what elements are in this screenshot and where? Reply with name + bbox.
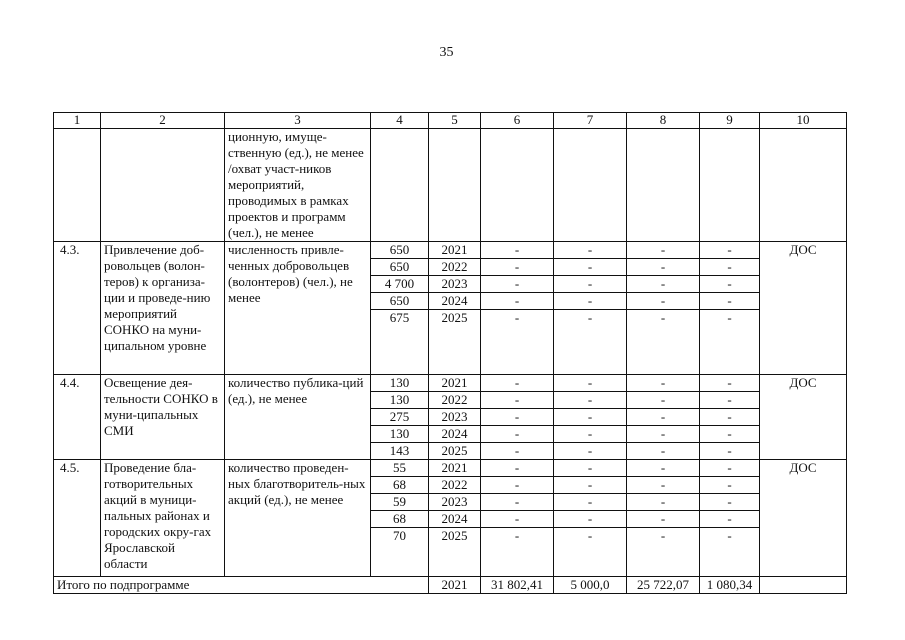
- funding-cell: -: [481, 276, 554, 293]
- funding-cell: -: [700, 375, 760, 392]
- funding-cell: -: [700, 242, 760, 259]
- target-value-cell: 130: [371, 426, 429, 443]
- column-number: 1: [54, 113, 101, 129]
- funding-cell: -: [700, 511, 760, 528]
- target-value-cell: 68: [371, 477, 429, 494]
- year-cell: 2021: [429, 242, 481, 259]
- target-value-cell: 650: [371, 259, 429, 276]
- executor-cell: ДОС: [760, 242, 847, 375]
- funding-cell: -: [554, 426, 627, 443]
- target-value-cell: 130: [371, 375, 429, 392]
- funding-cell: -: [627, 460, 700, 477]
- column-number: 9: [700, 113, 760, 129]
- funding-cell: -: [554, 477, 627, 494]
- executor-cell: ДОС: [760, 460, 847, 577]
- funding-cell: -: [554, 259, 627, 276]
- target-value-cell: 275: [371, 409, 429, 426]
- column-number: 3: [225, 113, 371, 129]
- funding-cell: -: [627, 426, 700, 443]
- event-name-cell: Освещение дея-тельности СОНКО в муни-ципальных СМИ: [101, 375, 225, 460]
- target-value-cell: 68: [371, 511, 429, 528]
- funding-cell: -: [554, 293, 627, 310]
- funding-cell: -: [554, 494, 627, 511]
- target-value-cell: 650: [371, 242, 429, 259]
- funding-cell: -: [700, 494, 760, 511]
- indicator-cell: ционную, имуще-ственную (ед.), не менее /охват участ-ников мероприятий, проводимых в рамках проектов и программ (чел.), не менее: [225, 129, 371, 242]
- funding-cell: -: [627, 242, 700, 259]
- continuation-row: [54, 129, 847, 242]
- funding-cell: -: [481, 409, 554, 426]
- total-row: [54, 577, 847, 594]
- target-value-cell: 70: [371, 528, 429, 577]
- funding-cell: -: [554, 276, 627, 293]
- total-value: 1 080,34: [700, 577, 760, 594]
- year-cell: 2024: [429, 426, 481, 443]
- funding-cell: -: [700, 310, 760, 375]
- indicator-cell: численность привле-ченных добровольцев (волонтеров) (чел.), не менее: [225, 242, 371, 375]
- row-number-cell: 4.3.: [54, 242, 101, 375]
- funding-cell: -: [481, 259, 554, 276]
- funding-cell: -: [627, 443, 700, 460]
- funding-cell: -: [481, 293, 554, 310]
- funding-cell: -: [554, 528, 627, 577]
- year-cell: 2022: [429, 259, 481, 276]
- funding-cell: -: [554, 443, 627, 460]
- target-value-cell: 675: [371, 310, 429, 375]
- funding-cell: -: [554, 242, 627, 259]
- year-cell: 2023: [429, 276, 481, 293]
- funding-cell: -: [700, 477, 760, 494]
- year-cell: 2025: [429, 310, 481, 375]
- year-cell: 2021: [429, 460, 481, 477]
- funding-cell: -: [481, 528, 554, 577]
- column-number: 8: [627, 113, 700, 129]
- funding-cell: -: [554, 392, 627, 409]
- funding-cell: -: [554, 460, 627, 477]
- funding-cell: -: [554, 511, 627, 528]
- year-cell: 2021: [429, 375, 481, 392]
- total-label: Итого по подпрограмме: [54, 577, 429, 594]
- funding-cell: -: [481, 310, 554, 375]
- table-row: [54, 242, 847, 259]
- row-number-cell: 4.4.: [54, 375, 101, 460]
- funding-cell: -: [627, 528, 700, 577]
- total-value: 5 000,0: [554, 577, 627, 594]
- target-value-cell: 130: [371, 392, 429, 409]
- indicator-cell: количество проведен-ных благотворитель-ных акций (ед.), не менее: [225, 460, 371, 577]
- funding-cell: -: [627, 392, 700, 409]
- year-cell: 2024: [429, 511, 481, 528]
- funding-cell: -: [627, 511, 700, 528]
- funding-cell: -: [627, 409, 700, 426]
- total-value: 31 802,41: [481, 577, 554, 594]
- funding-cell: -: [481, 242, 554, 259]
- funding-cell: -: [481, 460, 554, 477]
- table-row: [54, 460, 847, 477]
- year-cell: 2025: [429, 443, 481, 460]
- year-cell: 2025: [429, 528, 481, 577]
- year-cell: 2023: [429, 494, 481, 511]
- event-name-cell: Привлечение доб-ровольцев (волон-теров) к организа-ции и проведе-нию мероприятий СОНКО на муни-ципальном уровне: [101, 242, 225, 375]
- funding-cell: -: [627, 494, 700, 511]
- funding-cell: -: [700, 259, 760, 276]
- funding-cell: -: [627, 477, 700, 494]
- funding-cell: -: [554, 409, 627, 426]
- funding-cell: -: [554, 310, 627, 375]
- funding-cell: -: [700, 460, 760, 477]
- funding-cell: -: [481, 477, 554, 494]
- funding-cell: -: [481, 443, 554, 460]
- funding-cell: -: [627, 293, 700, 310]
- funding-cell: -: [700, 426, 760, 443]
- funding-cell: -: [481, 511, 554, 528]
- funding-cell: -: [554, 375, 627, 392]
- funding-cell: -: [627, 375, 700, 392]
- funding-cell: -: [481, 426, 554, 443]
- funding-cell: -: [700, 392, 760, 409]
- program-table: [53, 112, 847, 594]
- total-year: 2021: [429, 577, 481, 594]
- column-number: 5: [429, 113, 481, 129]
- year-cell: 2022: [429, 477, 481, 494]
- target-value-cell: 4 700: [371, 276, 429, 293]
- page-number: 35: [439, 45, 454, 60]
- year-cell: 2023: [429, 409, 481, 426]
- funding-cell: -: [700, 276, 760, 293]
- column-number: 4: [371, 113, 429, 129]
- funding-cell: -: [700, 528, 760, 577]
- target-value-cell: 650: [371, 293, 429, 310]
- funding-cell: -: [481, 494, 554, 511]
- total-value: 25 722,07: [627, 577, 700, 594]
- funding-cell: -: [627, 310, 700, 375]
- column-number: 7: [554, 113, 627, 129]
- event-name-cell: Проведение бла-готворительных акций в муници-пальных районах и городских окру-гах Ярославской области: [101, 460, 225, 577]
- column-number-row: [54, 113, 847, 129]
- funding-cell: -: [700, 293, 760, 310]
- funding-cell: -: [627, 259, 700, 276]
- table-row: [54, 375, 847, 392]
- indicator-cell: количество публика-ций (ед.), не менее: [225, 375, 371, 460]
- target-value-cell: 143: [371, 443, 429, 460]
- column-number: 10: [760, 113, 847, 129]
- row-number-cell: 4.5.: [54, 460, 101, 577]
- executor-cell: ДОС: [760, 375, 847, 460]
- target-value-cell: 55: [371, 460, 429, 477]
- column-number: 2: [101, 113, 225, 129]
- funding-cell: -: [627, 276, 700, 293]
- funding-cell: -: [700, 409, 760, 426]
- column-number: 6: [481, 113, 554, 129]
- funding-cell: -: [481, 392, 554, 409]
- year-cell: 2024: [429, 293, 481, 310]
- funding-cell: -: [481, 375, 554, 392]
- target-value-cell: 59: [371, 494, 429, 511]
- total-executor: [760, 577, 847, 594]
- year-cell: 2022: [429, 392, 481, 409]
- funding-cell: -: [700, 443, 760, 460]
